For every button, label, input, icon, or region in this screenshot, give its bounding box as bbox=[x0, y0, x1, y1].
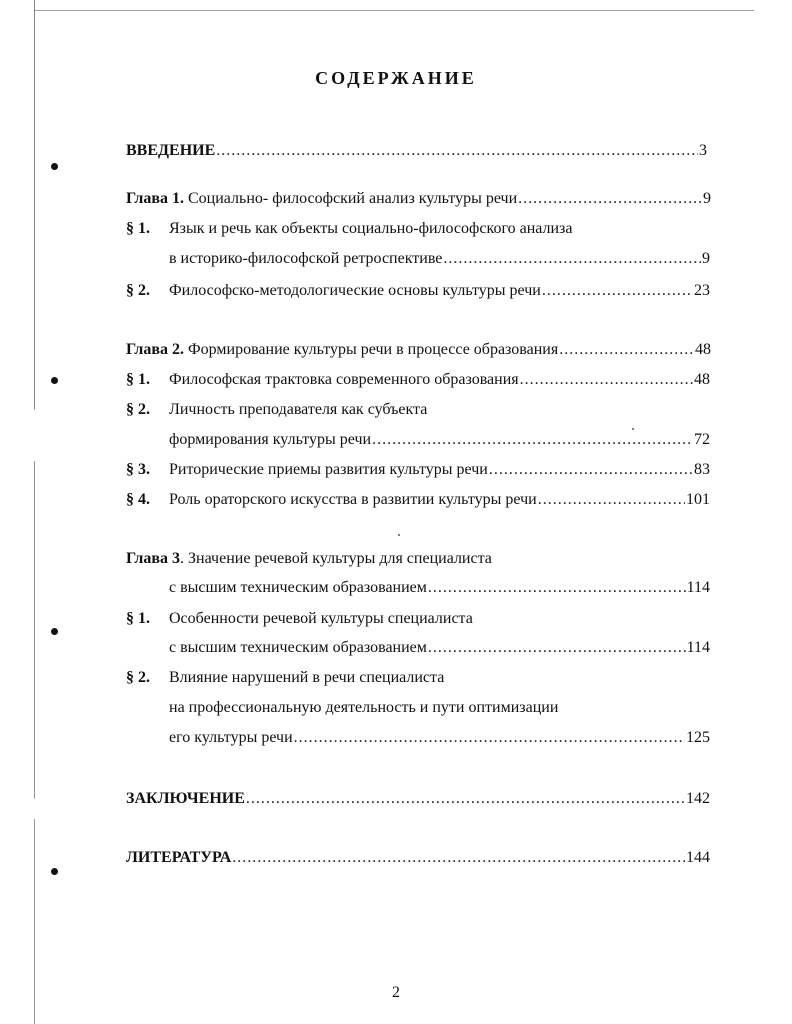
chapter-prefix: Глава 2. bbox=[126, 341, 184, 358]
literature-page: 144 bbox=[686, 849, 710, 866]
section-title: Риторические приемы развития культуры речи bbox=[169, 461, 488, 478]
leader-dots bbox=[294, 728, 685, 748]
section-page: 125 bbox=[686, 729, 710, 746]
section-title: Философско-методологические основы культуры речи bbox=[169, 282, 541, 299]
chapter-page: 9 bbox=[703, 190, 711, 207]
leader-dots bbox=[518, 189, 702, 209]
intro-page: 3 bbox=[699, 142, 707, 159]
chapter-page: 48 bbox=[695, 341, 711, 358]
section-title-line: с высшим техническим образованием bbox=[169, 639, 427, 656]
punch-hole-mark bbox=[51, 868, 58, 875]
toc-entry-section[interactable] bbox=[169, 430, 710, 450]
leader-dots bbox=[372, 430, 693, 450]
toc-entry-literature[interactable] bbox=[126, 848, 710, 868]
intro-label: ВВЕДЕНИЕ bbox=[126, 142, 216, 159]
toc-entry-section[interactable] bbox=[169, 281, 710, 301]
chapter-title: Формирование культуры речи в процессе образования bbox=[188, 341, 559, 358]
toc-entry-section[interactable] bbox=[169, 370, 710, 390]
punch-hole-mark bbox=[51, 163, 58, 170]
conclusion-page: 142 bbox=[686, 790, 710, 807]
section-page: 9 bbox=[702, 250, 710, 267]
toc-entry-section[interactable] bbox=[169, 728, 710, 748]
leader-dots bbox=[216, 141, 698, 161]
section-title-line: Язык и речь как объекты социально-философского анализа bbox=[169, 220, 573, 237]
section-page: 114 bbox=[686, 639, 710, 656]
toc-title: СОДЕРЖАНИЕ bbox=[315, 68, 477, 88]
chapter-title-continuation[interactable] bbox=[169, 578, 710, 598]
section-title-line: формирования культуры речи bbox=[169, 431, 372, 448]
toc-entry-section[interactable] bbox=[169, 638, 710, 658]
toc-entry-conclusion[interactable] bbox=[126, 789, 710, 809]
section-title-line: Особенности речевой культуры специалиста bbox=[169, 610, 473, 627]
leader-dots bbox=[542, 281, 693, 301]
section-page: 83 bbox=[694, 461, 710, 478]
toc-entry-chapter-2[interactable] bbox=[126, 340, 711, 360]
chapter-title-line: с высшим техническим образованием bbox=[169, 579, 427, 596]
toc-entry-section[interactable] bbox=[169, 460, 710, 480]
chapter-title: Социально- философский анализ культуры речи bbox=[188, 190, 518, 207]
section-title-line: его культуры речи bbox=[169, 729, 293, 746]
section-title-line: в историко-философской ретроспективе bbox=[169, 250, 443, 267]
punch-hole-mark bbox=[51, 628, 58, 635]
section-number: § 1. bbox=[126, 610, 150, 627]
chapter-prefix: Глава 3 bbox=[126, 550, 180, 567]
conclusion-label: ЗАКЛЮЧЕНИЕ bbox=[126, 790, 245, 807]
toc-entry-section[interactable] bbox=[169, 249, 710, 269]
toc-entry-chapter-3[interactable] bbox=[126, 549, 492, 569]
leader-dots bbox=[520, 370, 693, 390]
section-number: § 2. bbox=[126, 282, 150, 299]
section-number: § 3. bbox=[126, 461, 150, 478]
toc-entry-chapter-1[interactable] bbox=[126, 189, 711, 209]
section-page: 23 bbox=[694, 282, 710, 299]
scan-speck bbox=[398, 534, 400, 536]
section-title-line: на профессиональную деятельность и пути оптимизации bbox=[169, 699, 559, 716]
leader-dots bbox=[246, 789, 685, 809]
section-title: Роль ораторского искусства в развитии культуры речи bbox=[169, 491, 537, 508]
section-number: § 2. bbox=[126, 401, 150, 418]
section-number: § 2. bbox=[126, 669, 150, 686]
scan-left-edge bbox=[34, 0, 35, 1024]
section-title-line: Влияние нарушений в речи специалиста bbox=[169, 669, 445, 686]
leader-dots bbox=[232, 848, 685, 868]
section-title: Философская трактовка современного образования bbox=[169, 371, 519, 388]
punch-hole-mark bbox=[51, 377, 58, 384]
literature-label: ЛИТЕРАТУРА bbox=[126, 849, 232, 866]
section-number: § 1. bbox=[126, 371, 150, 388]
chapter-page: 114 bbox=[686, 579, 710, 596]
chapter-prefix: Глава 1. bbox=[126, 190, 184, 207]
leader-dots bbox=[428, 578, 686, 598]
section-number: § 4. bbox=[126, 491, 150, 508]
chapter-title: . Значение речевой культуры для специалиста bbox=[180, 550, 492, 567]
section-title-line: Личность преподавателя как субъекта bbox=[169, 401, 428, 418]
section-page: 48 bbox=[694, 371, 710, 388]
leader-dots bbox=[443, 249, 701, 269]
leader-dots bbox=[559, 340, 694, 360]
leader-dots bbox=[489, 460, 693, 480]
section-page: 101 bbox=[686, 491, 710, 508]
leader-dots bbox=[538, 490, 685, 510]
page-number: 2 bbox=[392, 984, 400, 1001]
scan-top-edge bbox=[34, 10, 754, 11]
leader-dots bbox=[428, 638, 686, 658]
section-number: § 1. bbox=[126, 220, 150, 237]
section-page: 72 bbox=[694, 431, 710, 448]
toc-entry-section[interactable] bbox=[169, 490, 710, 510]
toc-entry-intro[interactable] bbox=[126, 141, 707, 161]
